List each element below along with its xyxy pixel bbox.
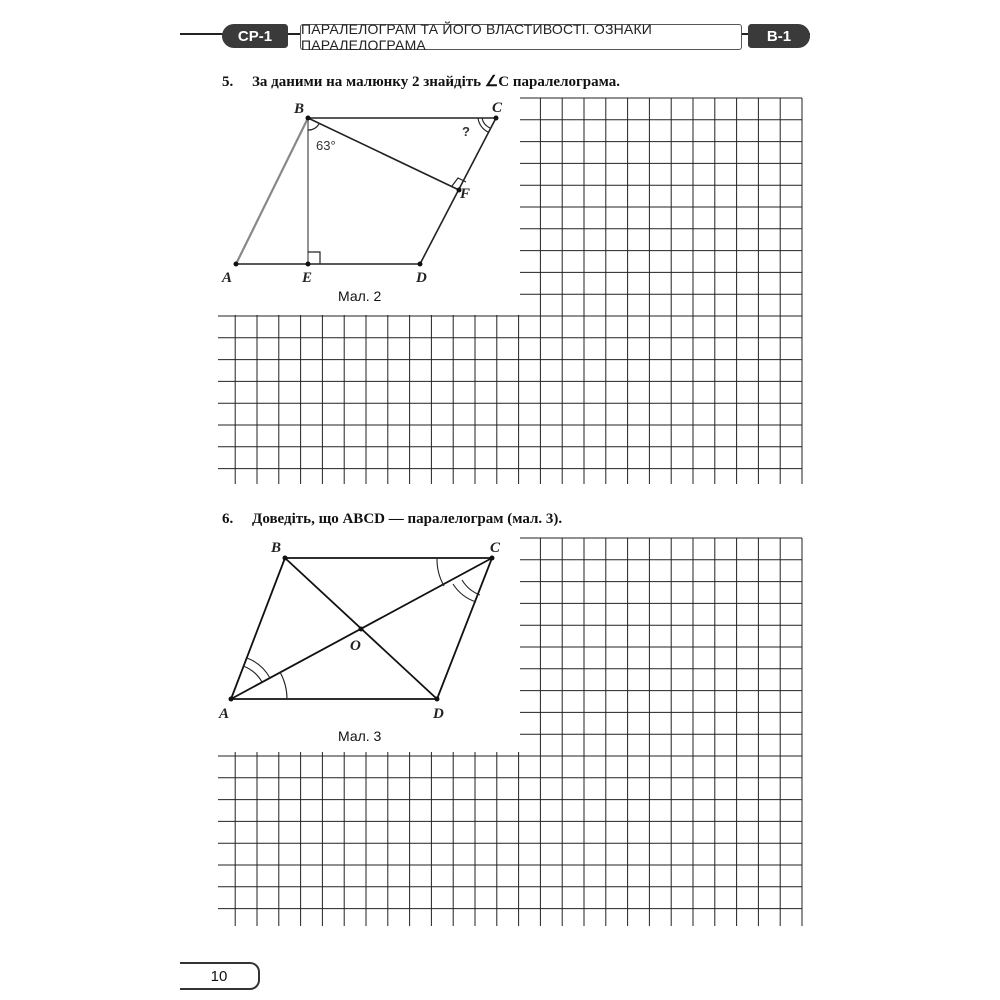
label-A: A	[222, 270, 233, 286]
label-D: D	[416, 270, 427, 286]
label-O3: O	[350, 638, 361, 654]
task-6-text: Доведіть, що ABCD — паралелограм (мал. 3).	[252, 511, 563, 527]
task-6-number: 6.	[222, 511, 234, 527]
figure-2-caption: Мал. 2	[338, 288, 382, 304]
label-B3: B	[271, 540, 282, 556]
task-5-number: 5.	[222, 74, 234, 90]
label-B: B	[294, 101, 305, 117]
unknown-angle-label: ?	[462, 124, 470, 139]
page-number: 10	[180, 962, 260, 990]
label-D3: D	[433, 706, 444, 722]
page-title: ПАРАЛЕЛОГРАМ ТА ЙОГО ВЛАСТИВОСТІ. ОЗНАКИ ПАРАЛЕЛОГРАМА	[300, 24, 742, 50]
work-code-badge: СР-1	[222, 24, 288, 48]
label-C3: C	[490, 540, 501, 556]
label-C: C	[492, 100, 503, 116]
label-A3: A	[219, 706, 230, 722]
label-F: F	[460, 186, 471, 202]
angle-63-label: 63°	[316, 138, 336, 153]
variant-badge: В-1	[748, 24, 810, 48]
task-5-text: За даними на малюнку 2 знайдіть ∠C паралелограма.	[252, 74, 621, 90]
label-E: E	[302, 270, 313, 286]
figure-3-caption: Мал. 3	[338, 728, 382, 744]
